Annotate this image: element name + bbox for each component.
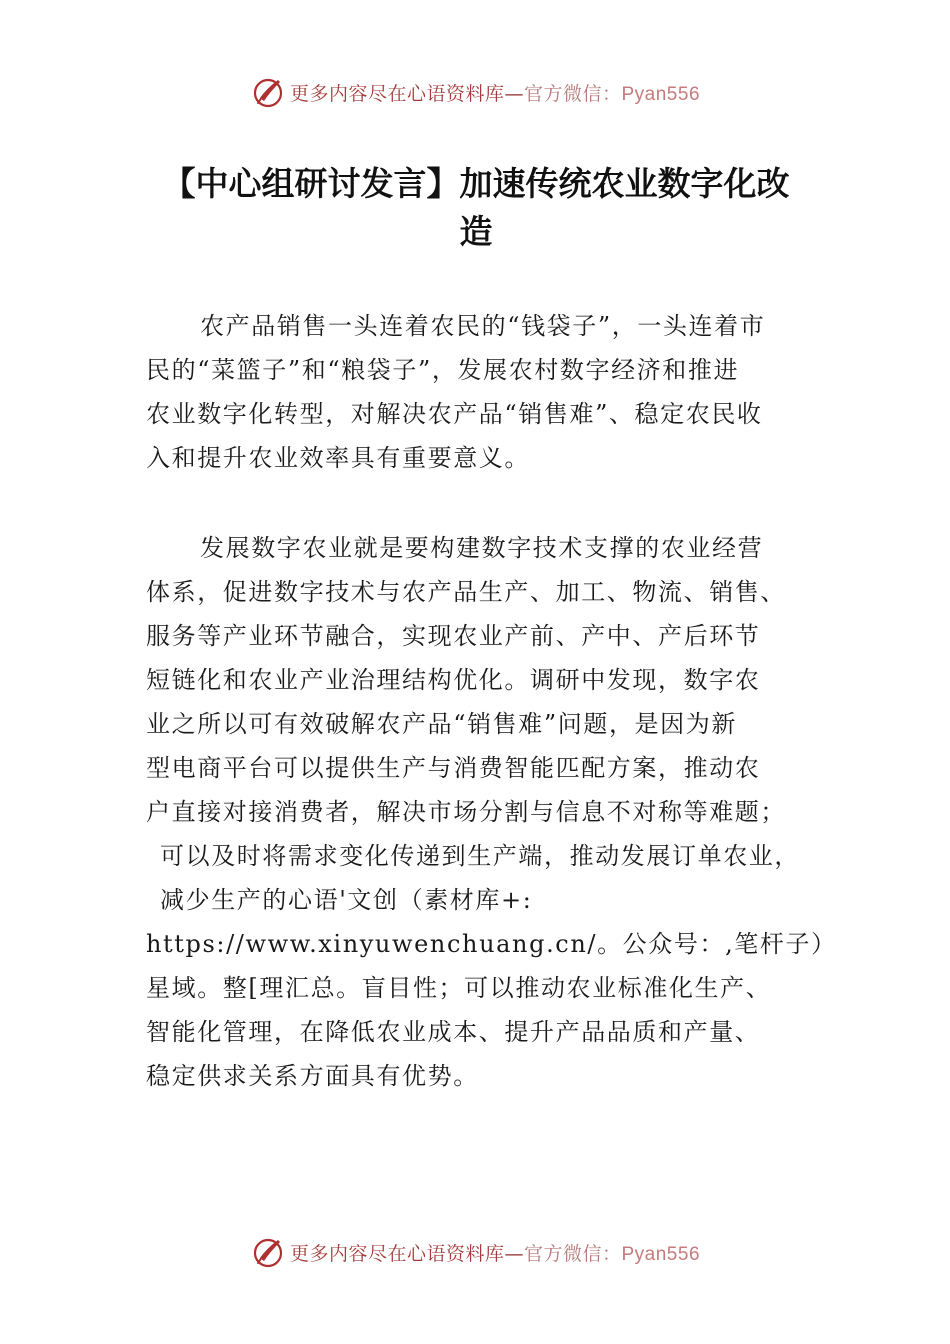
- paragraph-line: 减少生产的心语'文创（素材库+:: [160, 886, 533, 914]
- paragraph-line: 短链化和农业产业治理结构优化。调研中发现，数字农: [146, 666, 761, 694]
- paragraph-line-url: https://www.xinyuwenchuang.cn/。公众号：,笔杆子）: [146, 930, 837, 958]
- paragraph-line: 可以及时将需求变化传递到生产端，推动发展订单农业，: [160, 842, 800, 870]
- pen-nib-logo-icon: [250, 1234, 286, 1270]
- paragraph-line: 智能化管理，在降低农业成本、提升产品品质和产量、: [146, 1018, 761, 1046]
- paragraph-line: 入和提升农业效率具有重要意义。: [146, 444, 530, 472]
- paragraph-line: 型电商平台可以提供生产与消费智能匹配方案，推动农: [146, 754, 761, 782]
- paragraph-line: 农业数字化转型，对解决农产品“销售难”、稳定农民收: [146, 400, 763, 428]
- paragraph-line: 服务等产业环节融合，实现农业产前、产中、产后环节: [146, 622, 761, 650]
- footer-banner: [0, 1232, 950, 1272]
- paragraph-1: [146, 304, 826, 480]
- banner-wechat-label: 官方微信：: [523, 82, 622, 105]
- paragraph-line: 民的“菜篮子”和“粮袋子”，发展农村数字经济和推进: [146, 356, 740, 384]
- header-banner: [0, 72, 950, 112]
- paragraph-line: 星域。整[理汇总。盲目性；可以推动农业标准化生产、: [146, 974, 772, 1002]
- banner-wechat-label: 官方微信：: [523, 1242, 622, 1265]
- paragraph-line: 发展数字农业就是要构建数字技术支撑的农业经营: [200, 534, 764, 562]
- paragraph-line: 稳定供求关系方面具有优势。: [146, 1062, 479, 1090]
- banner-brand: 更多内容尽在心语资料库: [289, 1242, 505, 1265]
- banner-account: Pyan556: [621, 83, 701, 105]
- paragraph-line: 农产品销售一头连着农民的“钱袋子”，一头连着市: [200, 312, 766, 340]
- banner-dash: —: [504, 82, 524, 105]
- banner-account: Pyan556: [621, 1243, 701, 1265]
- banner-brand: 更多内容尽在心语资料库: [289, 82, 505, 105]
- paragraph-line: 业之所以可有效破解农产品“销售难”问题，是因为新: [146, 710, 737, 738]
- banner-text: [290, 1239, 700, 1266]
- title-line-2: 造: [459, 212, 493, 251]
- banner-text: [290, 79, 700, 106]
- paragraph-line: 体系，促进数字技术与农产品生产、加工、物流、销售、: [146, 578, 786, 606]
- pen-nib-logo-icon: [250, 74, 286, 110]
- paragraph-line: 户直接对接消费者，解决市场分割与信息不对称等难题；: [146, 798, 786, 826]
- document-title: [140, 160, 812, 256]
- paragraph-2: [146, 526, 837, 1098]
- title-line-1: 【中心组研讨发言】加速传统农业数字化改: [162, 164, 790, 203]
- banner-dash: —: [504, 1242, 524, 1265]
